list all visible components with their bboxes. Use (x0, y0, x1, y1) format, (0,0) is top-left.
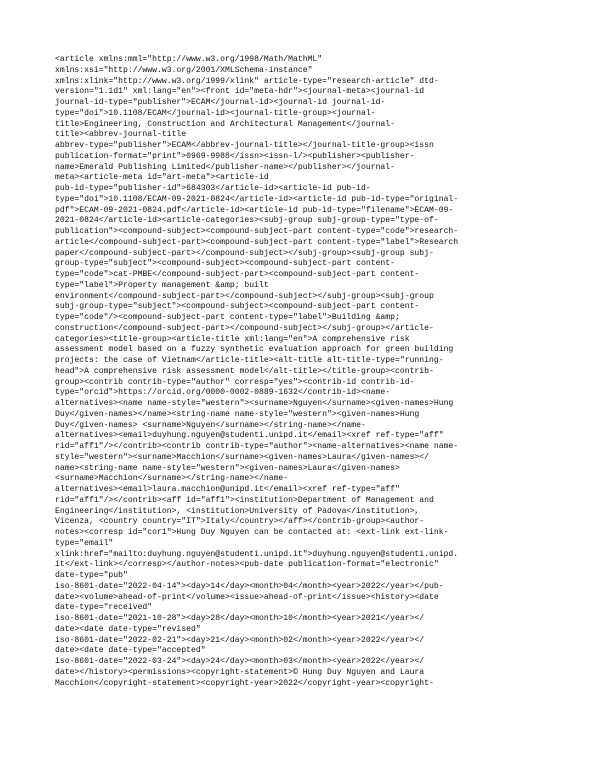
code-line: subj-group-type="subject"><compound-subject><compound-subject-part content- (55, 302, 420, 312)
code-line: rid="aff1"/></contrib><contrib contrib-type="author"><name-alternatives><name name- (55, 442, 459, 451)
code-line: group><contrib contrib-type="author" corresp="yes"><contrib-id contrib-id- (55, 377, 415, 387)
code-line: title>Engineering, Construction and Architectural Management</journal- (55, 119, 395, 129)
code-line: iso-8601-date="2022-02-21"><day>21</day><month>02</month><year>2022</year></ (55, 635, 425, 645)
code-line: iso-8601-date="2022-04-14"><day>14</day><month>04</month><year>2022</year></pub- (55, 581, 444, 591)
code-line: date><date date-type="accepted" (55, 646, 206, 656)
code-line: it</ext-link></corresp></author-notes><pub-date publication-format="electronic" (55, 560, 439, 570)
code-line: date-type="pub" (55, 571, 128, 580)
code-line: type="code"/><compound-subject-part content-type="label">Building &amp; (55, 313, 400, 322)
code-line: type="doi">10.1108/ECAM</journal-id><journal-title-group><journal- (55, 108, 376, 118)
code-line: publication-format="print">0969-9988</issn><issn-l/><publisher><publisher- (55, 151, 415, 161)
code-line: xlink:href="mailto:duyhung.nguyen@studenti.unipd.it">duyhung.nguyen@studenti.unipd. (55, 549, 459, 559)
code-line: iso-8601-date="2022-03-24"><day>24</day><month>03</month><year>2022</year></ (55, 657, 425, 666)
code-line: alternatives><email>duyhung.nguyen@studenti.unipd.it</email><xref ref-type="aff" (55, 431, 444, 441)
code-line: xmlns:xlink="http://www.w3.org/1999/xlink" article-type="research-article" dtd- (55, 76, 439, 86)
code-line: name>Emerald Publishing Limited</publisher-name></publisher></journal- (55, 162, 395, 172)
code-line: categories><title-group><article-title xml:lang="en">A comprehensive risk (55, 334, 410, 344)
code-line: abbrev-type="publisher">ECAM</abbrev-journal-title></journal-title-group><issn (55, 141, 434, 150)
code-line: Vicenza, <country country="IT">Italy</country></aff></contrib-group><author- (55, 517, 425, 527)
code-line: Duy</given-names> <surname>Nguyen</surname></string-name></name- (55, 420, 366, 430)
code-line: version="1.1d1" xml:lang="en"><front id="meta-hdr"><journal-meta><journal-id (55, 87, 425, 97)
code-line: date><volume>ahead-of-print</volume><issue>ahead-of-print</issue><history><date (55, 592, 439, 602)
code-line: paper</compound-subject-part></compound-subject></subj-group><subj-group subj- (55, 248, 434, 258)
code-line: xmlns:xsi="http://www.w3.org/2001/XMLSchema-instance" (55, 65, 313, 75)
code-line: Engineering</institution>, <institution>University of Padova</institution>, (55, 506, 420, 516)
code-line: group-type="subject"><compound-subject><compound-subject-part content- (55, 259, 395, 269)
code-line: journal-id-type="publisher">ECAM</journal-id><journal-id journal-id- (55, 98, 386, 107)
code-line: construction</compound-subject-part></compound-subject></subj-group></article- (55, 323, 434, 333)
code-line: type="doi">10.1108/ECAM-09-2021-0824</article-id><article-id pub-id-type="original- (55, 194, 459, 204)
code-line: head">A comprehensive risk assessment model</alt-title></title-group><contrib- (55, 366, 434, 376)
code-line: pub-id-type="publisher-id">684303</article-id><article-id pub-id- (55, 184, 371, 193)
code-line: <article xmlns:mml="http://www.w3.org/1998/Math/MathML" (55, 55, 323, 64)
code-line: iso-8601-date="2021-10-28"><day>28</day><month>10</month><year>2021</year></ (55, 614, 425, 623)
code-line: type="email" (55, 538, 114, 548)
code-line: date></history><permissions><copyright-statement>© Hung Duy Nguyen and Laura (55, 667, 425, 677)
document-page (55, 55, 555, 700)
code-line: Macchion</copyright-statement><copyright-year>2022</copyright-year><copyright- (55, 678, 434, 688)
code-line: projects: the case of Vietnam</article-title><alt-title alt-title-type="running- (55, 356, 444, 365)
code-line: title><abbrev-journal-title (55, 130, 187, 140)
code-line: style="western"><surname>Macchion</surname><given-names>Laura</given-names></ (55, 452, 429, 462)
code-line: date-type="received" (55, 603, 153, 613)
code-line: alternatives><name name-style="western"><surname>Nguyen</surname><given-names>Hung (55, 399, 454, 408)
code-line: <surname>Macchion</surname></string-name></name- (55, 474, 289, 484)
code-line: Duy</given-names></name><string-name name-style="western"><given-names>Hung (55, 409, 420, 419)
code-line: environment</compound-subject-part></compound-subject></subj-group><subj-group (55, 291, 434, 301)
code-line: notes><corresp id="cor1">Hung Duy Nguyen can be contacted at: <ext-link ext-link- (55, 528, 449, 537)
code-line: article</compound-subject-part><compound-subject-part content-type="label">Research (55, 237, 459, 247)
code-line: alternatives><email>laura.macchion@unipd.it</email><xref ref-type="aff" (55, 485, 400, 494)
code-line: date><date date-type="revised" (55, 624, 201, 634)
code-line: meta><article-meta id="art-meta"><article-id (55, 173, 269, 183)
code-line: publication"><compound-subject><compound-subject-part content-type="code">research- (55, 227, 459, 236)
code-line: 2021-0824</article-id><article-categories><subj-group subj-group-type="type-of- (55, 216, 439, 226)
code-line (55, 689, 555, 700)
code-line: pdf">ECAM-09-2021-0824.pdf</article-id><article-id pub-id-type="filename">ECAM-09- (55, 205, 454, 215)
code-line: name><string-name name-style="western"><given-names>Laura</given-names> (55, 463, 400, 473)
code-line: type="orcid">https://orcid.org/0000-0002-0889-1632</contrib-id><name- (55, 388, 391, 398)
code-line: type="label">Property management &amp; built (55, 280, 269, 290)
code-line: assessment model based on a fuzzy synthetic evaluation approach for green building (55, 345, 454, 355)
code-line: type="code">cat-PMBE</compound-subject-part><compound-subject-part content- (55, 270, 420, 279)
code-line: rid="aff1"/></contrib><aff id="aff1"><institution>Department of Management and (55, 495, 434, 505)
